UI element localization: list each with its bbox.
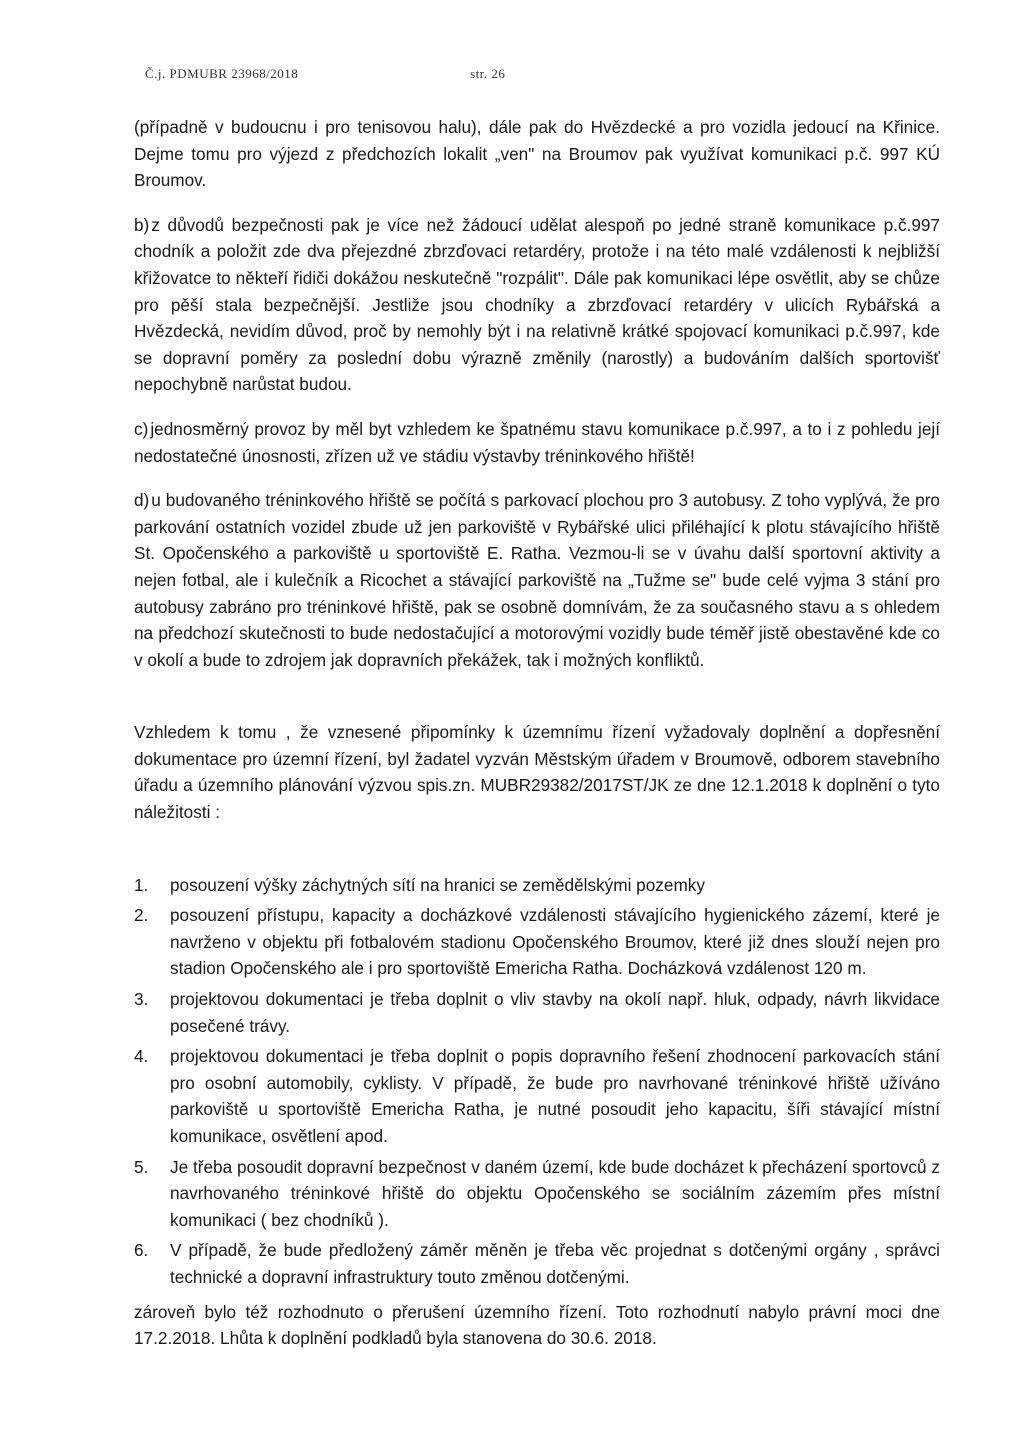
list-item: 6. V případě, že bude předložený záměr měněn je třeba věc projednat s dotčenými orgány , správci technické a dopravní infrastruktury touto změnou dotčenými. [134, 1240, 940, 1287]
point-d-text: u budovaného tréninkového hřiště se počítá s parkovací plochou pro 3 autobusy. Z toho vyplývá, že pro parkování ostatních vozidel zbude už jen parkoviště v Rybářské ulici přiléhající k plotu stávajícího hřiště St. Opočenského a parkoviště u sportoviště E. Ratha. Vezmou-li se v úvahu další sportovní aktivity a nejen fotbal, ale i kulečník a Ricochet a stávající parkoviště na „Tužme se" bude celé vyjma 3 stání pro autobusy zabráno pro tréninkové hřiště, pak se osobně domnívám, že za současného stavu a s ohledem na předchozí skutečnosti to bude nedostačující a motorovými vozidly bude téměř jistě obestavěné kde co v okolí a bude to zdrojem jak dopravních překážek, tak i možných konfliktů. [134, 490, 940, 670]
list-item: 2. posouzení přístupu, kapacity a docházkové vzdálenosti stávajícího hygienického zázemí, které je navrženo v objektu při fotbalovém stadionu Opočenského Broumov, které již dnes slouží nejen pro stadion Opočenského ale i pro sportoviště Emericha Ratha. Docházková vzdálenost 120 m. [134, 905, 940, 979]
point-b-label: b) [134, 214, 150, 235]
requirements-list [134, 872, 940, 1291]
point-c-label: c) [134, 418, 149, 439]
point-b [134, 212, 940, 398]
point-d-label: d) [134, 490, 150, 511]
point-b-text: z důvodů bezpečnosti pak je více než žádoucí udělat alespoň po jedné straně komunikace p.č.997 chodník a položit zde dva přejezdné zbrzďovaci retardéry, protože i na této malé vzdálenosti k nejbližší křižovatce to někteří řidiči dokážou neskutečně "rozpálit". Dále pak komunikaci lépe osvětlit, aby se chůze pro pěší stala bezpečnější. Jestliže jsou chodníky a zbrzďovací retardéry v ulicích Rybářská a Hvězdecká, nevidím důvod, proč by nemohly být i na relativně krátké spojovací komunikaci p.č.997, kde se dopravní poměry za poslední dobu výrazně změnily (narostly) a budováním dalších sportovišť nepochybně narůstat budou. [134, 214, 940, 395]
point-c-text: jednosměrný provoz by měl byt vzhledem ke špatnému stavu komunikace p.č.997, a to i z pohledu její nedostatečné únosnosti, zřízen už ve stádiu výstavby tréninkového hřiště! [134, 418, 940, 466]
list-item: 1. posouzení výšky záchytných sítí na hranici se zemědělskými pozemky [134, 874, 705, 895]
point-d [134, 487, 940, 673]
point-c [134, 416, 940, 469]
statement-paragraph: Vzhledem k tomu , že vznesené připomínky k územnímu řízení vyžadovaly doplnění a dopřesnění dokumentace pro územní řízení, byl žadatel vyzván Městským úřadem v Broumově, odborem stavebního úřadu a územního plánování výzvou spis.zn. MUBR29382/2017ST/JK ze dne 12.1.2018 k doplnění o tyto náležitosti : [134, 722, 940, 823]
closing-paragraph: zároveň bylo též rozhodnuto o přerušení územního řízení. Toto rozhodnutí nabylo právní moci dne 17.2.2018. Lhůta k doplnění podkladů byla stanovena do 30.6. 2018. [134, 1301, 940, 1349]
intro-paragraph: (případně v budoucnu i pro tenisovou halu), dále pak do Hvězdecké a pro vozidla jedoucí na Křinice. Dejme tomu pro výjezd z předchozích lokalit „ven" na Broumov pak využívat komunikaci p.č. 997 KÚ Broumov. [134, 117, 940, 191]
list-item: 3. projektovou dokumentaci je třeba doplnit o vliv stavby na okolí např. hluk, odpady, návrh likvidace posečené trávy. [134, 989, 940, 1036]
list-item: 4. projektovou dokumentaci je třeba doplnit o popis dopravního řešení zhodnocení parkovacích stání pro osobní automobily, cyklisty. V případě, že bude pro navrhované tréninkové hřiště užíváno parkoviště u sportoviště Emericha Ratha, je nutné posoudit jeho kapacitu, šíři stávající místní komunikace, osvětlení apod. [134, 1046, 940, 1146]
document-body [134, 114, 940, 1352]
list-item: 5. Je třeba posoudit dopravní bezpečnost v daném území, kde bude docházet k přecházení sportovců z navrhovaného tréninkové hřiště do objektu Opočenského se sociálním zázemím přes místní komunikaci ( bez chodníků ). [134, 1156, 940, 1230]
page-number: str. 26 [470, 66, 506, 81]
reference-number: Č.j. PDMUBR 23968/2018 [145, 66, 299, 81]
page-header [145, 66, 505, 82]
